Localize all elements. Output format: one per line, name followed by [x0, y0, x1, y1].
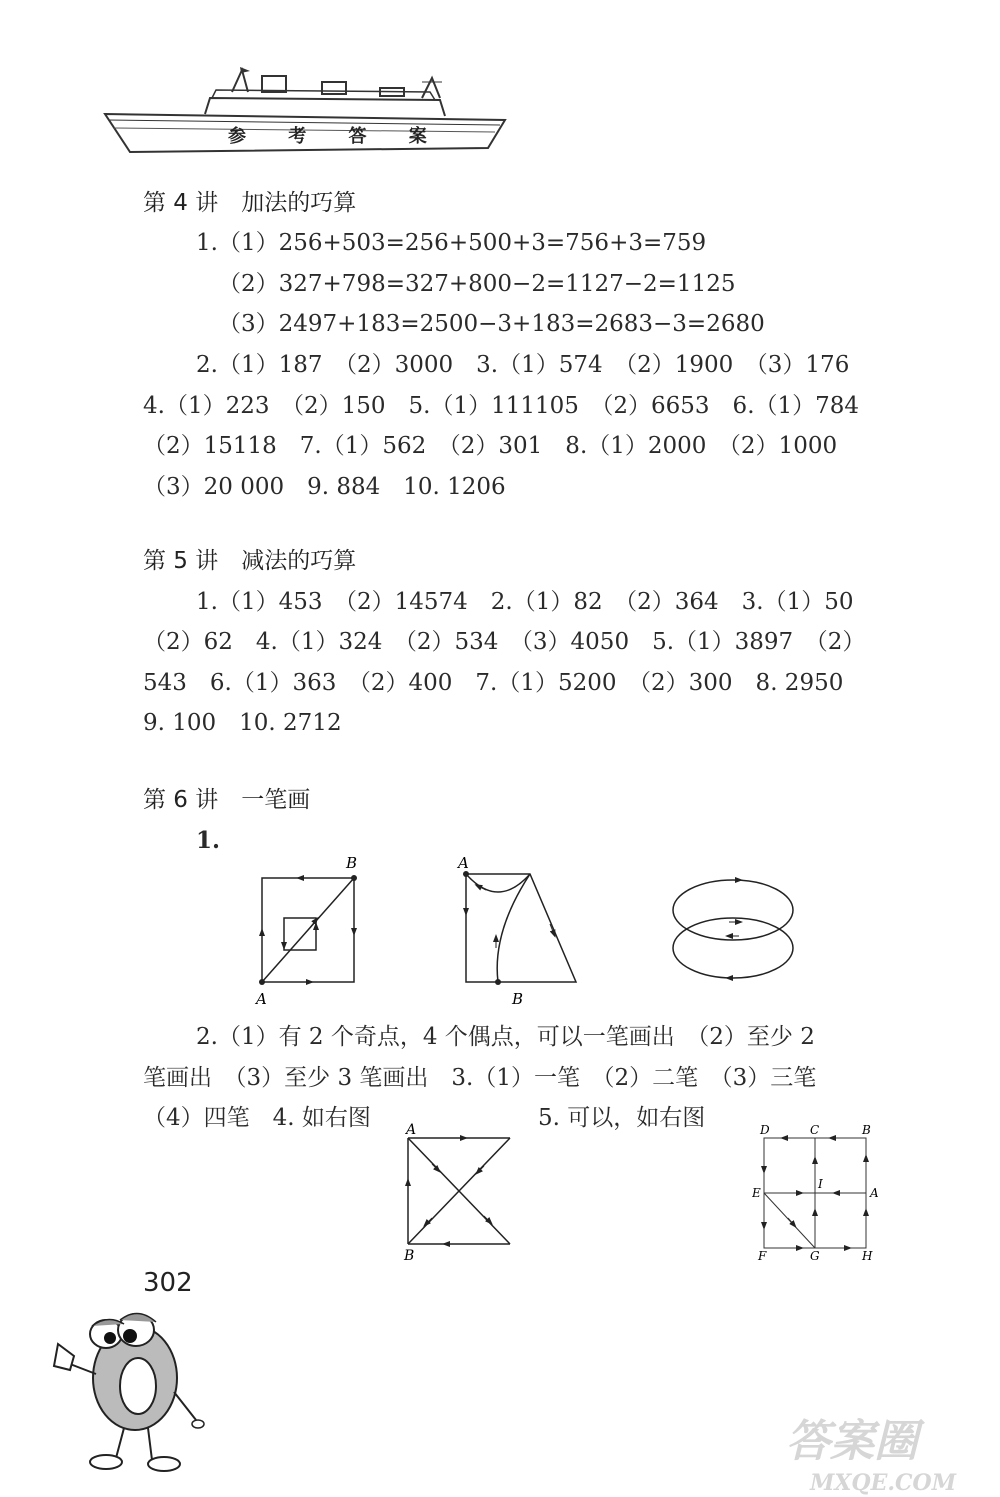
watermark-text: 答案圈 — [786, 1416, 918, 1467]
vertex-label: B — [862, 1123, 871, 1137]
vertex-label: H — [862, 1249, 873, 1263]
answer-line: 9. 100 10. 2712 — [143, 710, 342, 736]
header-title: 参 考 答 案 — [228, 126, 445, 147]
answer-line: 2.（1）有 2 个奇点，4 个偶点，可以一笔画出 （2）至少 2 — [196, 1024, 815, 1050]
answer-line: （3）2497+183=2500−3+183=2683−3=2680 — [218, 311, 765, 337]
answer-line: 543 6.（1）363 （2）400 7.（1）5200 （2）300 8. 2950 — [143, 670, 844, 696]
answer-line: 1.（1）453 （2）14574 2.（1）82 （2）364 3.（1）50 — [196, 589, 854, 615]
vertex-label: D — [760, 1123, 770, 1137]
figure-trapezoid-curve — [450, 852, 590, 1012]
vertex-label: B — [346, 854, 358, 872]
answer-line: （2）62 4.（1）324 （2）534 （3）4050 5.（1）3897 （2） — [143, 629, 866, 655]
page-number: 302 — [143, 1268, 193, 1298]
question-number: 1. — [196, 827, 221, 854]
answer-line: 1.（1）256+503=256+500+3=756+3=759 — [196, 230, 707, 256]
answer-line: （2）15118 7.（1）562 （2）301 8.（1）2000 （2）1000 — [143, 433, 838, 459]
vertex-label: A — [406, 1122, 417, 1138]
vertex-label: A — [870, 1186, 879, 1200]
section-4-title: 第 4 讲 加法的巧算 — [143, 190, 357, 216]
figure-square-x — [396, 1120, 526, 1262]
vertex-label: C — [810, 1123, 820, 1137]
answer-line: （4）四笔 4. 如右图 — [143, 1105, 371, 1131]
figure-grid — [752, 1122, 884, 1264]
vertex-label: B — [512, 990, 524, 1008]
watermark-logo — [770, 1400, 1000, 1497]
section-6-title: 第 6 讲 一笔画 — [143, 787, 311, 813]
vertex-label: B — [404, 1248, 415, 1262]
vertex-label: A — [256, 990, 267, 1008]
figure-two-ellipses — [665, 876, 805, 986]
mascot-illustration — [40, 1300, 210, 1480]
section-5-title: 第 5 讲 减法的巧算 — [143, 548, 357, 574]
answer-line: 笔画出 （3）至少 3 笔画出 3.（1）一笔 （2）二笔 （3）三笔 — [143, 1065, 817, 1091]
vertex-label: A — [458, 854, 469, 872]
answer-line: 5. 可以，如右图 — [538, 1105, 706, 1131]
watermark-url: MXQE.COM — [810, 1470, 957, 1496]
vertex-label: G — [810, 1249, 820, 1263]
vertex-label: F — [758, 1249, 767, 1263]
answer-line: 4.（1）223 （2）150 5.（1）111105 （2）6653 6.（1）784 — [143, 393, 860, 419]
answer-line: （3）20 000 9. 884 10. 1206 — [143, 474, 506, 500]
vertex-label: I — [818, 1177, 823, 1191]
figure-square-diagonal — [250, 852, 370, 1012]
answer-line: （2）327+798=327+800−2=1127−2=1125 — [218, 271, 736, 297]
answer-line: 2.（1）187 （2）3000 3.（1）574 （2）1900 （3）176 — [196, 352, 850, 378]
vertex-label: E — [752, 1186, 761, 1200]
